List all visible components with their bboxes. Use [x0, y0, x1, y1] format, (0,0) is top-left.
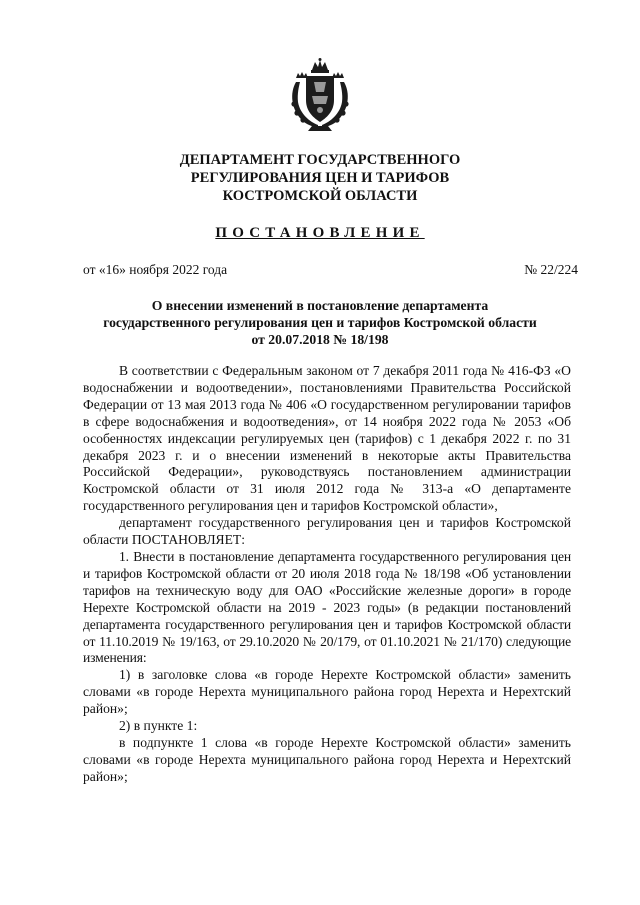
- document-date: от «16» ноября 2022 года: [83, 262, 228, 277]
- subject-line: от 20.07.2018 № 18/198: [251, 332, 389, 347]
- document-type-heading: ПОСТАНОВЛЕНИЕ: [215, 225, 425, 241]
- clause-1-1-paragraph: 1) в заголовке слова «в городе Нерехте Костромской области» заменить словами «в городе Нерехта муниципального района город Нерехта и Нерехтский район»;: [83, 667, 571, 717]
- document-subject: [60, 297, 580, 348]
- document-number: № 22/224: [524, 262, 578, 277]
- clause-1-paragraph: 1. Внести в постановление департамента государственного регулирования цен и тарифов Костромской области от 20 июля 2018 года № 18/198 «Об установлении тарифов на техническую воду для ОАО «Российские железные дороги» в городе Нерехте Костромской области на 2019 - 2023 годы» (в редакции постановлений департамента государственного регулирования цен и тарифов Костромской области от 11.10.2019 № 19/163, от 29.10.2020 № 20/179, от 01.10.2021 № 21/170) следующие изменения:: [83, 548, 571, 666]
- department-line: ДЕПАРТАМЕНТ ГОСУДАРСТВЕННОГО: [179, 152, 461, 168]
- subject-line: О внесении изменений в постановление департамента: [151, 298, 489, 313]
- department-name: [60, 151, 580, 205]
- coat-of-arms-icon: [288, 58, 352, 132]
- resolution-paragraph: департамент государственного регулирования цен и тарифов Костромской области ПОСТАНОВЛЯЕТ:: [83, 515, 571, 548]
- document-body: [83, 363, 571, 786]
- clause-1-2-subparagraph: в подпункте 1 слова «в городе Нерехте Костромской области» заменить словами «в городе Нерехта муниципального района город Нерехта и Нерехтский район»;: [83, 734, 571, 784]
- preamble-paragraph: В соответствии с Федеральным законом от 7 декабря 2011 года № 416-ФЗ «О водоснабжении и водоотведении», постановлениями Правительства Российской Федерации от 13 мая 2013 года № 406 «О государственном регулировании тарифов в сфере водоснабжения и водоотведения», от 14 ноября 2022 года № 2053 «Об особенностях индексации регулируемых цен (тарифов) с 1 декабря 2022 г. по 31 декабря 2023 г. и о внесении изменений в некоторые акты Правительства Российской Федерации», руководствуясь постановлением администрации Костромской области от 31 июля 2012 года № 313-а «О департаменте государственного регулирования цен и тарифов Костромской области»,: [83, 363, 571, 514]
- department-line: КОСТРОМСКОЙ ОБЛАСТИ: [222, 188, 418, 204]
- subject-line: государственного регулирования цен и тарифов Костромской области: [103, 315, 537, 330]
- department-line: РЕГУЛИРОВАНИЯ ЦЕН И ТАРИФОВ: [190, 170, 450, 186]
- clause-1-2-paragraph: 2) в пункте 1:: [119, 718, 198, 734]
